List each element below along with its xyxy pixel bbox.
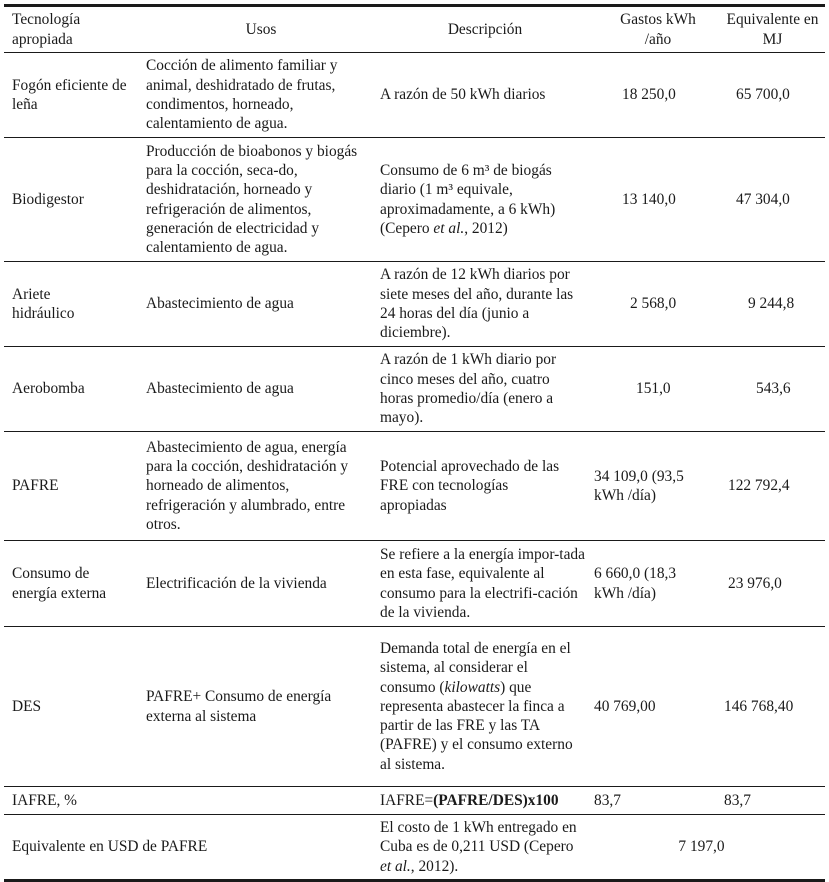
cell-uses: Cocción de alimento familiar y animal, deshidratado de frutas, condimentos, horneado, calentamiento de agua. [146,53,376,138]
cell-technology: Aerobomba [4,347,146,432]
description-citation-italic: et al. [380,857,411,875]
cell-equivalent: 65 700,0 [718,53,825,138]
cell-technology: IAFRE, % [4,787,376,815]
table-header-row [4,6,825,53]
cell-technology: Consumo de energía externa [4,541,146,627]
header-uses: Usos [146,6,376,53]
cell-technology: Ariete hidráulico [4,262,146,347]
cell-uses: Abastecimiento de agua [146,347,376,432]
cell-description: A razón de 50 kWh diarios [376,53,590,138]
formula-expression: (PAFRE/DES)x100 [433,791,559,809]
description-citation-italic: et al. [433,219,465,237]
header-description: Descripción [376,6,590,53]
cell-description: Potencial aprovechado de las FRE con tecnologías apropiadas [376,432,590,541]
description-text: Consumo de 6 m³ de biogás diario (1 m³ equivale, aproximadamente, a 6 kWh) (Cepero [380,161,556,237]
cell-description: A razón de 1 kWh diario por cinco meses del año, cuatro horas promedio/día (enero a mayo). [376,347,590,432]
cell-expense: 6 660,0 (18,3 kWh /día) [590,541,718,627]
cell-description [376,138,590,262]
table-row [4,815,825,881]
table-row [4,262,825,347]
energy-technology-table [4,4,825,882]
header-expense: Gastos kWh /año [590,6,718,53]
cell-technology: PAFRE [4,432,146,541]
cell-expense: 151,0 [590,347,718,432]
cell-equivalent: 83,7 [718,787,825,815]
header-equivalent: Equivalente en MJ [718,6,825,53]
table-row [4,347,825,432]
cell-expense: 2 568,0 [590,262,718,347]
description-term-italic: kilowatts [444,678,501,696]
cell-equivalent: 9 244,8 [718,262,825,347]
cell-usd-value: 7 197,0 [590,815,825,881]
description-text-end: , 2012) [464,219,508,237]
cell-uses: Abastecimiento de agua, energía para la cocción, deshidratación y horneado de alimentos, refrigeración y alumbrado, entre otros. [146,432,376,541]
cell-expense: 40 769,00 [590,627,718,787]
cell-description: A razón de 12 kWh diarios por siete meses del año, durante las 24 horas del día (junio a diciembre). [376,262,590,347]
table-row [4,138,825,262]
cell-uses: Electrificación de la vivienda [146,541,376,627]
cell-expense: 18 250,0 [590,53,718,138]
cell-description [376,815,590,881]
table-row [4,787,825,815]
cell-equivalent: 122 792,4 [718,432,825,541]
header-technology: Tecnología apropiada [4,6,146,53]
cell-description [376,627,590,787]
table-row [4,541,825,627]
cell-expense: 34 109,0 (93,5 kWh /día) [590,432,718,541]
description-text-end: , 2012). [410,857,459,875]
description-text-end: ) que representa abastecer la finca a partir de las FRE y las TA (PAFRE) y el consumo externo al sistema. [380,678,573,773]
cell-technology: DES [4,627,146,787]
cell-uses: Abastecimiento de agua [146,262,376,347]
table-row [4,627,825,787]
formula-prefix: IAFRE= [380,791,434,809]
cell-uses: Producción de bioabonos y biogás para la cocción, seca-do, deshidratación, horneado y refrigeración de alimentos, generación de electricidad y calentamiento de agua. [146,138,376,262]
cell-technology: Equivalente en USD de PAFRE [4,815,376,881]
description-text: Demanda total de energía en el sistema, al considerar el consumo ( [380,639,571,696]
cell-expense: 13 140,0 [590,138,718,262]
cell-description: Se refiere a la energía impor-tada en esta fase, equivalente al consumo para la electrifi-cación de la vivienda. [376,541,590,627]
cell-equivalent: 543,6 [718,347,825,432]
energy-technology-table-container [4,4,825,882]
cell-technology: Fogón eficiente de leña [4,53,146,138]
table-row [4,432,825,541]
description-text: El costo de 1 kWh entregado en Cuba es de 0,211 USD (Cepero [380,819,577,856]
cell-equivalent: 23 976,0 [718,541,825,627]
cell-equivalent: 47 304,0 [718,138,825,262]
cell-technology: Biodigestor [4,138,146,262]
table-row [4,53,825,138]
cell-uses: PAFRE+ Consumo de energía externa al sistema [146,627,376,787]
cell-equivalent: 146 768,40 [718,627,825,787]
cell-expense: 83,7 [590,787,718,815]
cell-description [376,787,590,815]
